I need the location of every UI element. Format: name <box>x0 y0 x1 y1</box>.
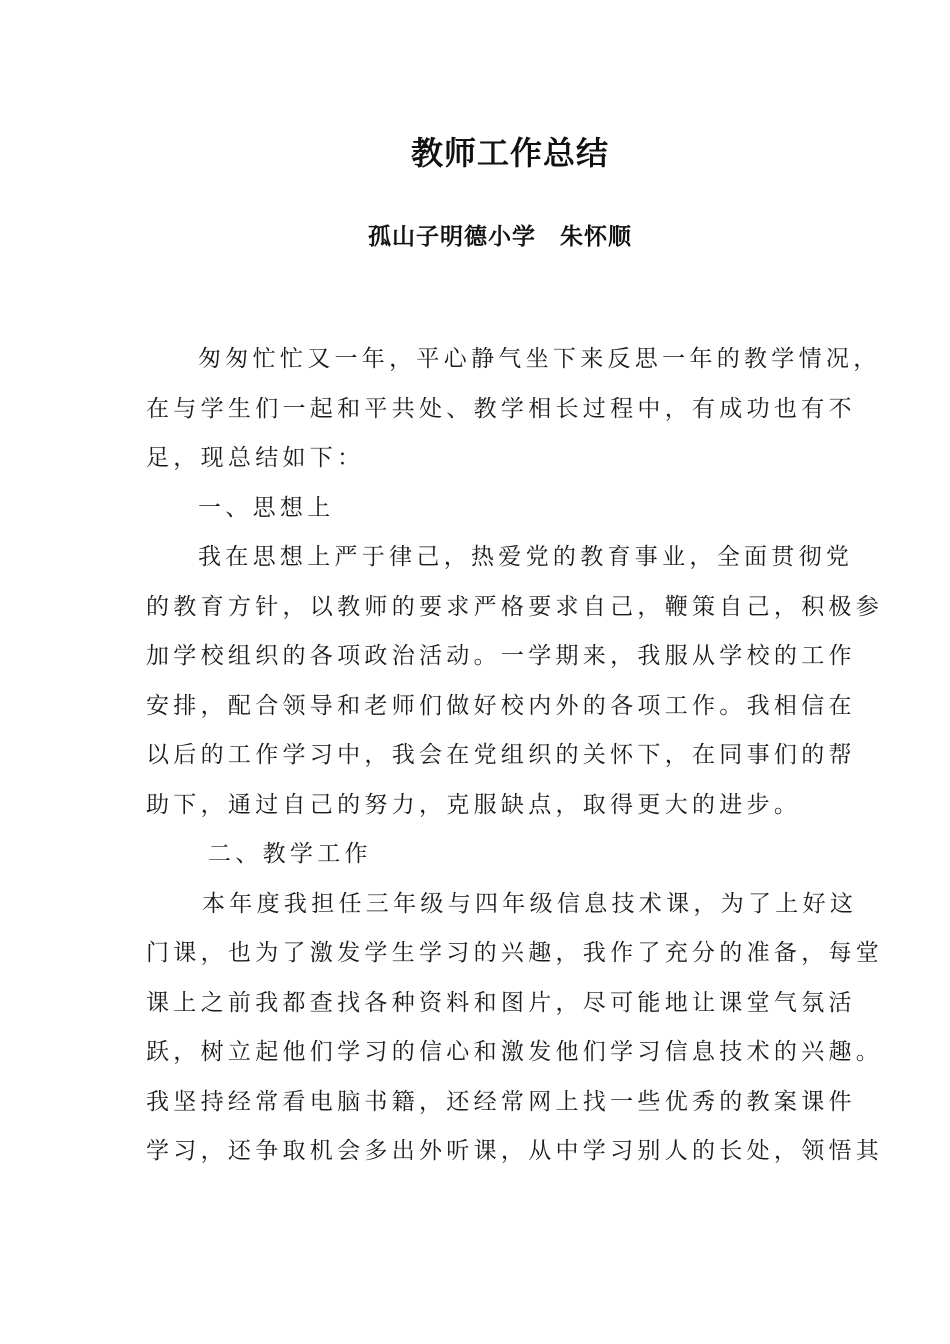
document-body <box>146 338 884 1180</box>
body-line: 我在思想上严于律己，热爱党的教育事业，全面贯彻党 <box>198 544 854 570</box>
body-line: 足，现总结如下： <box>146 445 365 471</box>
body-line: 加学校组织的各项政治活动。一学期来，我服从学校的工作 <box>146 643 856 669</box>
body-line: 本年度我担任三年级与四年级信息技术课，为了上好这 <box>202 890 858 917</box>
body-line: 跃，树立起他们学习的信心和激发他们学习信息技术的兴趣。 <box>146 1039 884 1065</box>
body-line: 匆匆忙忙又一年，平心静气坐下来反思一年的教学情况， <box>198 346 881 372</box>
section-heading: 二、教学工作 <box>208 841 372 867</box>
body-line: 学习，还争取机会多出外听课，从中学习别人的长处，领悟其 <box>146 1138 884 1164</box>
body-line: 我坚持经常看电脑书籍，还经常网上找一些优秀的教案课件 <box>146 1088 856 1115</box>
body-line: 助下，通过自己的努力，克服缺点，取得更大的进步。 <box>146 791 802 818</box>
author-school: 孤山子明德小学 <box>368 224 536 250</box>
author-name: 朱怀顺 <box>560 224 632 250</box>
section-heading: 一、思想上 <box>198 494 335 521</box>
body-line: 门课，也为了激发学生学习的兴趣，我作了充分的准备，每堂 <box>146 940 884 966</box>
body-line: 课上之前我都查找各种资料和图片，尽可能地让课堂气氛活 <box>146 989 856 1016</box>
document-byline <box>0 218 950 251</box>
body-line: 以后的工作学习中，我会在党组织的关怀下，在同事们的帮 <box>146 742 856 768</box>
body-line: 在与学生们一起和平共处、教学相长过程中，有成功也有不 <box>146 395 856 422</box>
body-line: 的教育方针，以教师的要求严格要求自己，鞭策自己，积极参 <box>146 593 884 620</box>
body-line: 安排，配合领导和老师们做好校内外的各项工作。我相信在 <box>146 692 856 719</box>
document-title: 教师工作总结 <box>410 134 609 172</box>
